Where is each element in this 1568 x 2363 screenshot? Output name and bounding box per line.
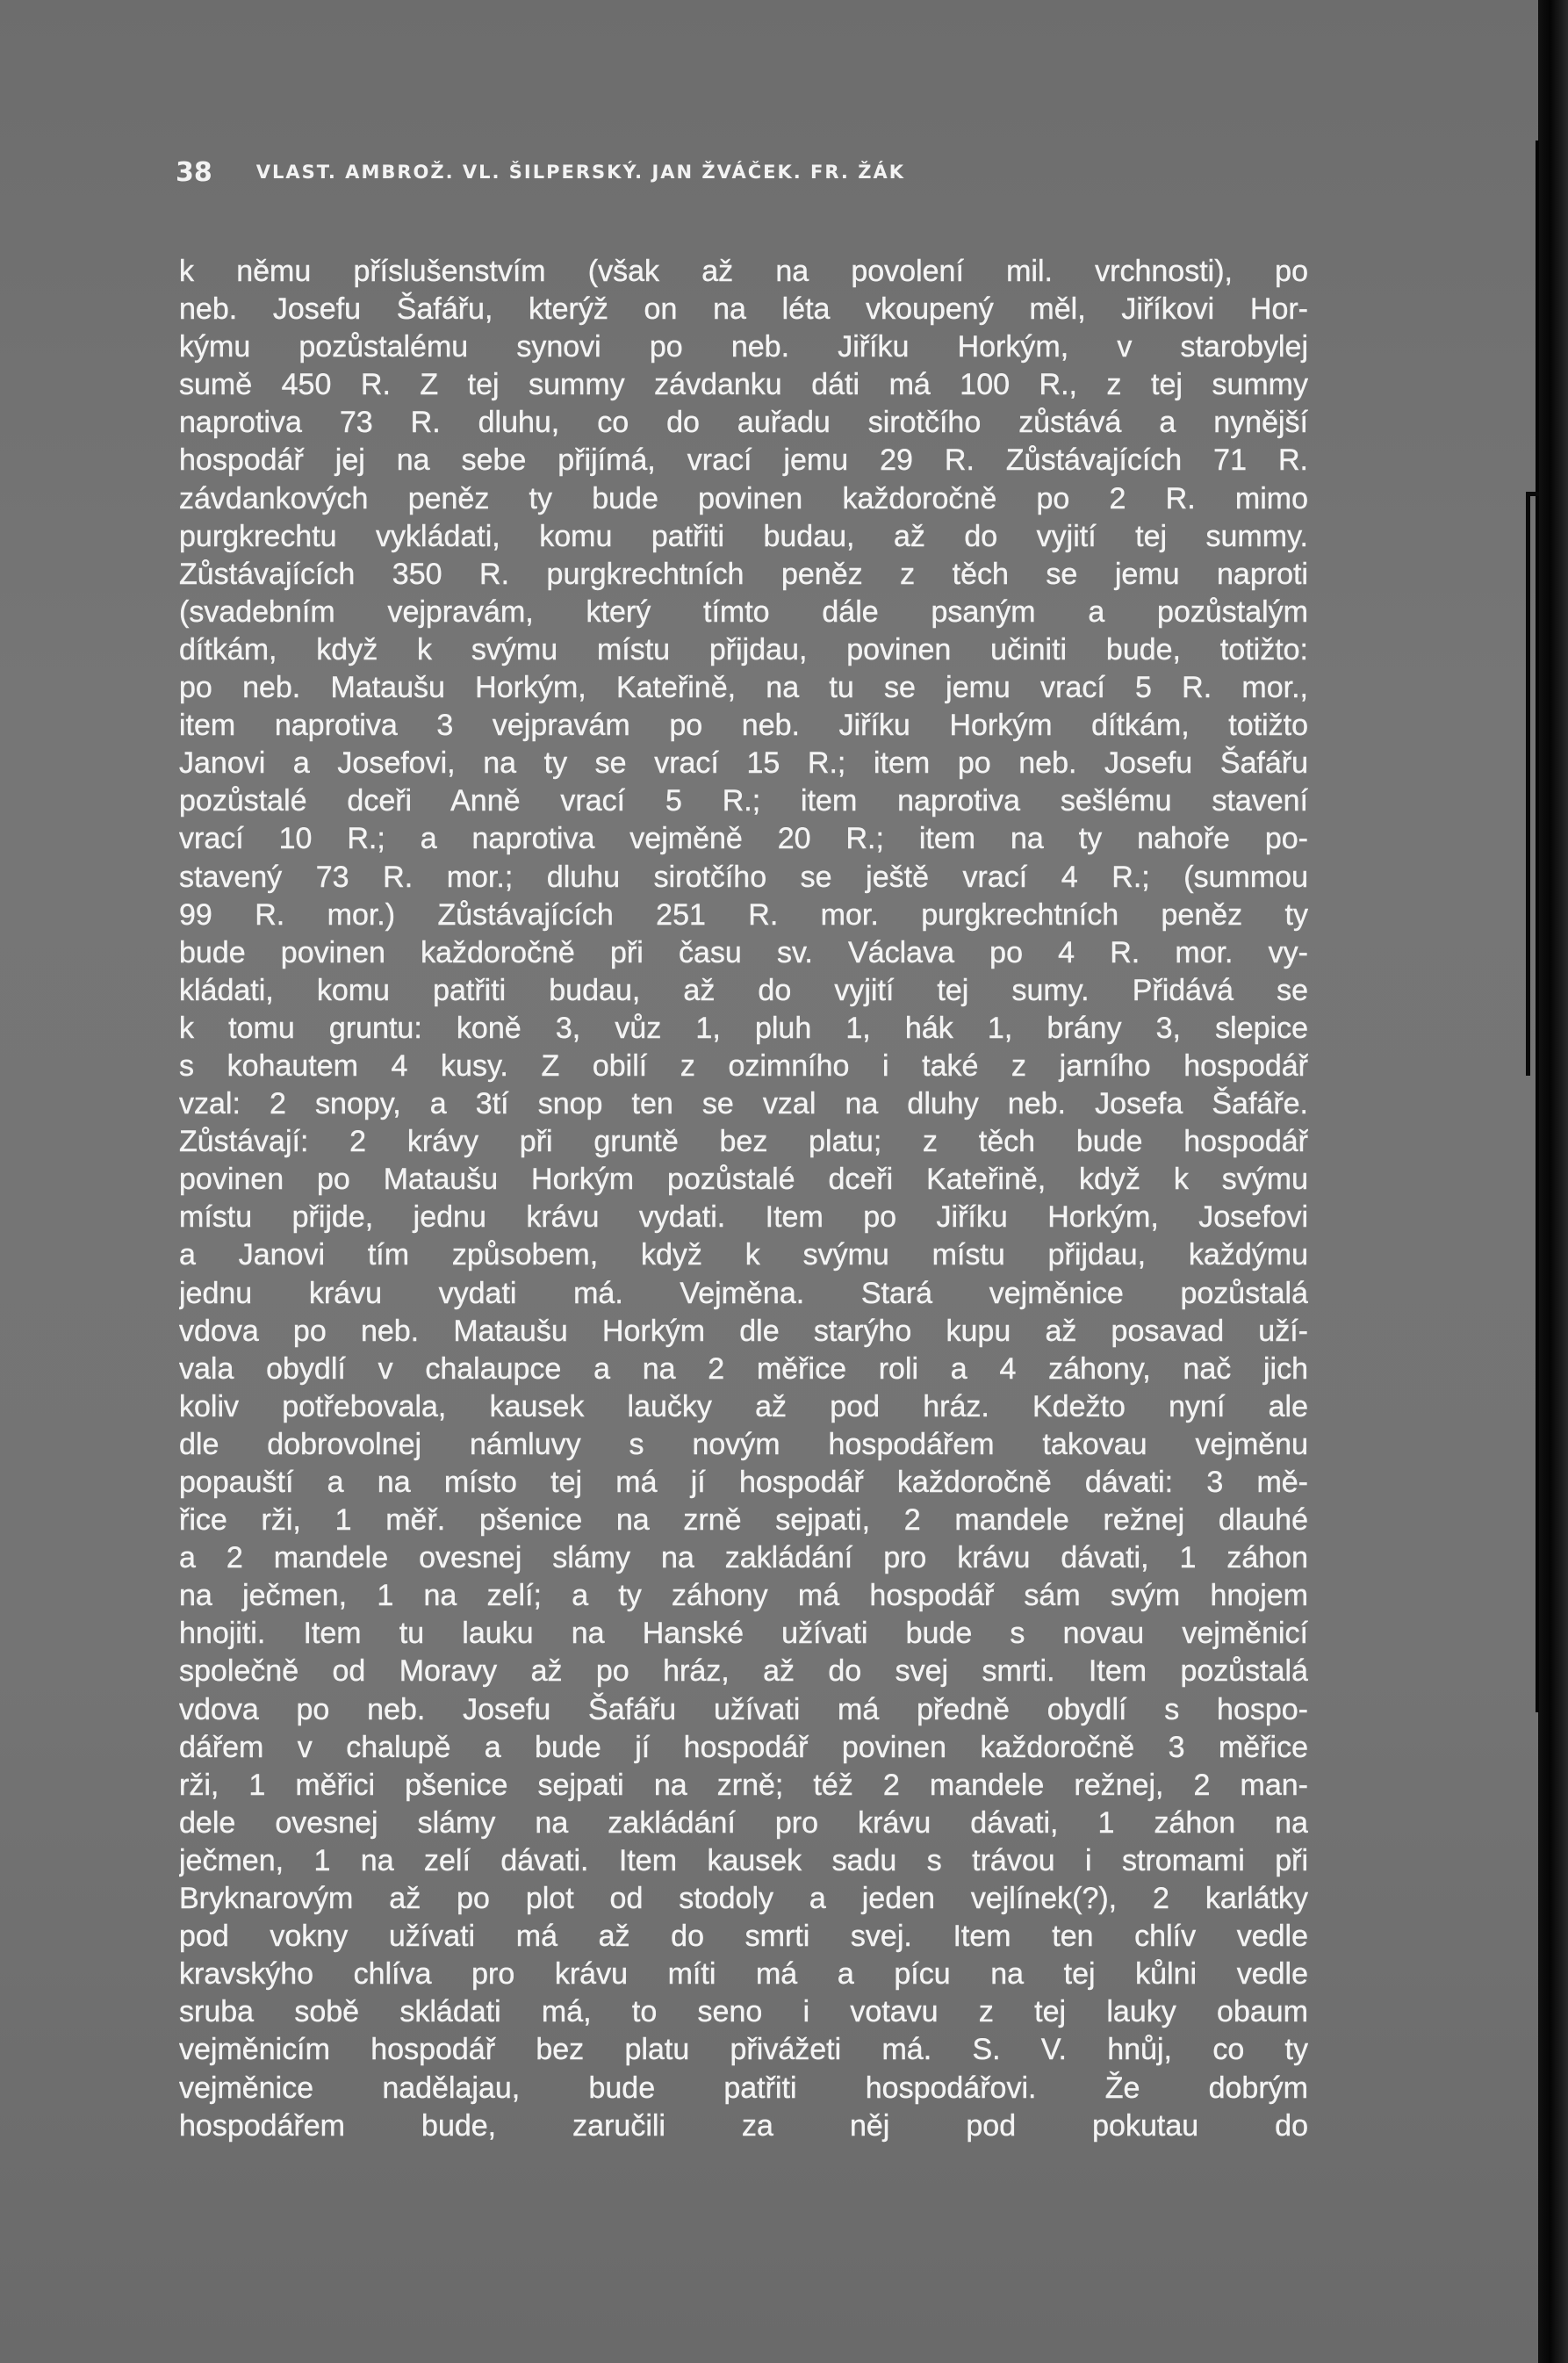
text-line xyxy=(179,1539,1308,1577)
text-line-content: místu přijde, jednu krávu vydati. Item po Jiříku Horkým, Josefovi xyxy=(179,1200,1308,1235)
text-line-content: stavený 73 R. mor.; dluhu sirotčího se ještě vrací 4 R.; (summou xyxy=(179,860,1308,894)
text-line xyxy=(179,1048,1308,1085)
text-line xyxy=(179,934,1308,972)
text-line xyxy=(179,1123,1308,1161)
text-line xyxy=(179,631,1308,669)
text-line xyxy=(179,1653,1308,1690)
text-line-content: řice rži, 1 měř. pšenice na zrně sejpati, 2 mandele režnej dlauhé xyxy=(179,1503,1308,1538)
text-line xyxy=(179,1161,1308,1199)
text-line xyxy=(179,1275,1308,1313)
text-line xyxy=(179,1388,1308,1426)
text-line xyxy=(179,1085,1308,1123)
text-line-content: vejměnicím hospodář bez platu přivážeti má. S. V. hnůj, co ty xyxy=(179,2033,1308,2067)
text-line xyxy=(179,404,1308,442)
text-line xyxy=(179,745,1308,782)
text-line-content: bude povinen každoročně při času sv. Václava po 4 R. mor. vy- xyxy=(179,935,1308,969)
text-line-content: neb. Josefu Šafářu, kterýž on na léta vkoupený měl, Jiříkovi Hor- xyxy=(179,292,1308,327)
text-line xyxy=(179,1351,1308,1388)
text-line-content: společně od Moravy až po hráz, až do svej smrti. Item pozůstalá xyxy=(179,1654,1308,1689)
text-line-content: jednu krávu vydati má. Vejměna. Stará vejměnice pozůstalá xyxy=(179,1276,1308,1310)
text-line-content: (svadebním vejpravám, který tímto dále psaným a pozůstalým xyxy=(179,594,1308,629)
text-line xyxy=(179,1842,1308,1880)
text-line-content: dele ovesnej slámy na zakládání pro krávu dávati, 1 záhon na xyxy=(179,1805,1308,1840)
text-line xyxy=(179,253,1308,291)
text-line-content: vdova po neb. Mataušu Horkým dle starýho kupu až posavad uží- xyxy=(179,1314,1308,1348)
text-line-content: koliv potřebovala, kausek laučky až pod hráz. Kdežto nyní ale xyxy=(179,1389,1308,1423)
text-line xyxy=(179,556,1308,594)
text-line-content: vdova po neb. Josefu Šafářu užívati má předně obydlí s hospo- xyxy=(179,1692,1308,1726)
text-line-content: hospodář jej na sebe přijímá, vrací jemu 29 R. Zůstávajících 71 R. xyxy=(179,443,1308,478)
text-line xyxy=(179,518,1308,556)
text-line-content: vzal: 2 snopy, a 3tí snop ten se vzal na dluhy neb. Josefa Šafáře. xyxy=(179,1087,1308,1121)
text-line-content: 99 R. mor.) Zůstávajících 251 R. mor. purgkrechtních peněz ty xyxy=(179,897,1308,932)
text-line-content: Janovi a Josefovi, na ty se vrací 15 R.; item po neb. Josefu Šafářu xyxy=(179,746,1308,781)
text-line xyxy=(179,366,1308,404)
text-line-content: popauští a na místo tej má jí hospodář každoročně dávati: 3 mě- xyxy=(179,1466,1308,1499)
text-line-content: Zůstávají: 2 krávy při gruntě bez platu; z těch bude hospodář xyxy=(179,1125,1308,1159)
text-line-content: k němu příslušenstvím (však až na povolení mil. vrchnosti), po xyxy=(179,255,1308,288)
text-line xyxy=(179,1426,1308,1464)
text-line xyxy=(179,1918,1308,1956)
text-line-content: item naprotiva 3 vejpravám po neb. Jiříku Horkým dítkám, totižto xyxy=(179,709,1308,743)
page-number: 38 xyxy=(176,156,212,188)
text-line-content: a Janovi tím způsobem, když k svýmu místu přijdau, každýmu xyxy=(179,1238,1308,1272)
text-line xyxy=(179,1236,1308,1274)
text-line xyxy=(179,707,1308,745)
text-line xyxy=(179,1767,1308,1805)
running-header xyxy=(176,155,1352,190)
text-line xyxy=(179,480,1308,518)
text-line xyxy=(179,291,1308,328)
text-line-content: purgkrechtu vykládati, komu patřiti budau, až do vyjití tej summy. xyxy=(179,519,1308,553)
text-line-content: na ječmen, 1 na zelí; a ty záhony má hospodář sám svým hnojem xyxy=(179,1579,1308,1613)
text-line-content: rži, 1 měřici pšenice sejpati na zrně; též 2 mandele režnej, 2 man- xyxy=(179,1768,1308,1802)
text-line-content: sumě 450 R. Z tej summy závdanku dáti má 100 R., z tej summy xyxy=(179,368,1308,402)
text-line-content: dářem v chalupě a bude jí hospodář povinen každoročně 3 měřice xyxy=(179,1730,1308,1764)
text-line-content: povinen po Mataušu Horkým pozůstalé dceři Kateřině, když k svýmu xyxy=(179,1163,1308,1197)
text-line-content: vrací 10 R.; a naprotiva vejměně 20 R.; item na ty nahoře po- xyxy=(179,822,1308,856)
text-line xyxy=(179,1805,1308,1842)
text-line xyxy=(179,820,1308,858)
text-line xyxy=(179,1464,1308,1502)
text-line-content: s kohautem 4 kusy. Z obilí z ozimního i také z jarního hospodář xyxy=(179,1048,1308,1083)
text-line-content: Bryknarovým až po plot od stodoly a jeden vejlínek(?), 2 karlátky xyxy=(179,1882,1308,1916)
page-gutter-shadow xyxy=(1538,0,1568,2363)
binding-edge-bracket xyxy=(1526,492,1539,1076)
text-line-content: po neb. Mataušu Horkým, Kateřině, na tu se jemu vrací 5 R. mor., xyxy=(179,671,1308,705)
text-line-content: dle dobrovolnej námluvy s novým hospodářem takovau vejměnu xyxy=(179,1427,1308,1461)
text-line xyxy=(179,328,1308,366)
text-line xyxy=(179,972,1308,1010)
text-line-content: dítkám, když k svýmu místu přijdau, povinen učiniti bude, totižto: xyxy=(179,632,1308,666)
text-line xyxy=(179,594,1308,631)
text-line-content: pod vokny užívati má až do smrti svej. Item ten chlív vedle xyxy=(179,1920,1308,1954)
text-line xyxy=(179,669,1308,707)
text-line xyxy=(179,1199,1308,1236)
text-line xyxy=(179,1956,1308,1993)
text-line-content: k tomu gruntu: koně 3, vůz 1, pluh 1, hák 1, brány 3, slepice xyxy=(179,1011,1308,1045)
text-line-content: sruba sobě skládati má, to seno i votavu z tej lauky obaum xyxy=(179,1995,1308,2029)
text-line xyxy=(179,782,1308,820)
text-line-content: hospodářem bude, zaručili za něj pod pokutau do xyxy=(179,2108,1308,2143)
text-line xyxy=(179,1880,1308,1918)
body-text xyxy=(179,253,1308,2145)
text-line xyxy=(179,1615,1308,1653)
text-line xyxy=(179,1502,1308,1539)
text-line xyxy=(179,1313,1308,1351)
text-line-content: kravskýho chlíva pro krávu míti má a pícu na tej kůlni vedle xyxy=(179,1957,1308,1992)
text-line xyxy=(179,2031,1308,2069)
text-line xyxy=(179,2070,1308,2107)
text-line-content: a 2 mandele ovesnej slámy na zakládání pro krávu dávati, 1 záhon xyxy=(179,1541,1308,1575)
text-line-content: závdankových peněz ty bude povinen každoročně po 2 R. mimo xyxy=(179,481,1308,515)
text-line-content: Zůstávajících 350 R. purgkrechtních peněz z těch se jemu naproti xyxy=(179,557,1308,591)
text-line xyxy=(179,1729,1308,1767)
text-line-content: vejměnice nadělajau, bude patřiti hospodářovi. Že dobrým xyxy=(179,2071,1308,2105)
text-line-content: hnojiti. Item tu lauku na Hanské užívati bude s novau vejměnicí xyxy=(179,1617,1308,1651)
text-line xyxy=(179,859,1308,897)
text-line-content: kýmu pozůstalému synovi po neb. Jiříku Horkým, v starobylej xyxy=(179,330,1308,364)
text-line xyxy=(179,897,1308,934)
text-line xyxy=(179,442,1308,479)
text-line xyxy=(179,1691,1308,1729)
text-line-content: naprotiva 73 R. dluhu, co do auřadu sirotčího zůstává a nynější xyxy=(179,406,1308,440)
text-line xyxy=(179,1993,1308,2031)
text-line-content: ječmen, 1 na zelí dávati. Item kausek sadu s trávou i stromami při xyxy=(179,1843,1308,1877)
text-line xyxy=(179,2107,1308,2145)
running-title: VLAST. AMBROŽ. VL. ŠILPERSKÝ. JAN ŽVÁČEK. FR. ŽÁK xyxy=(255,162,905,183)
text-line xyxy=(179,1010,1308,1048)
text-line-content: pozůstalé dceři Anně vrací 5 R.; item naprotiva sešlému stavení xyxy=(179,784,1308,818)
text-line-content: kládati, komu patřiti budau, až do vyjití tej sumy. Přidává se xyxy=(179,973,1308,1007)
text-line xyxy=(179,1577,1308,1615)
text-line-content: vala obydlí v chalaupce a na 2 měřice roli a 4 záhony, nač jich xyxy=(179,1351,1308,1386)
